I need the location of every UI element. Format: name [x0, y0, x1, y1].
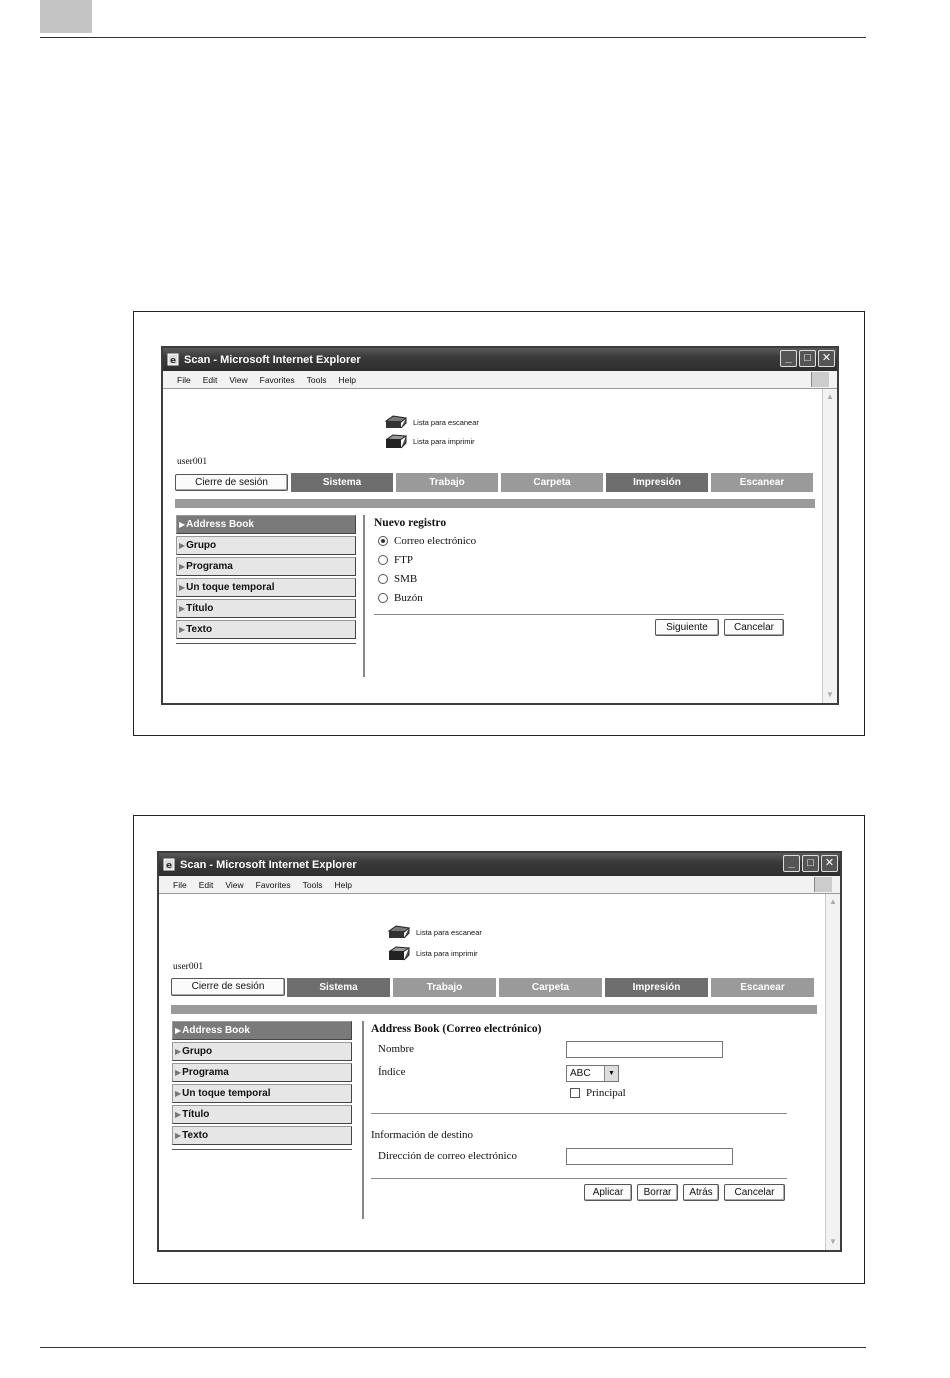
radio-ftp-label: FTP: [394, 554, 413, 566]
arrow-right-icon: ▶: [175, 1131, 182, 1140]
scan-list-label: Lista para escanear: [416, 927, 482, 937]
menu-edit[interactable]: Edit: [202, 374, 218, 385]
header-band: [171, 1005, 817, 1014]
figure-new-registration: [133, 311, 865, 736]
print-list-label: Lista para imprimir: [413, 436, 475, 446]
tab-trabajo[interactable]: Trabajo: [393, 978, 497, 997]
sidebar-item-titulo[interactable]: [172, 1105, 352, 1124]
scroll-down-icon[interactable]: ▼: [829, 1237, 837, 1246]
sidebar-item-grupo[interactable]: [172, 1042, 352, 1061]
arrow-right-icon: ▶: [175, 1110, 182, 1119]
radio-email[interactable]: [378, 535, 476, 547]
tab-escanear[interactable]: Escanear: [711, 473, 814, 492]
arrow-right-icon: ▶: [179, 604, 186, 613]
header-rule: [40, 37, 866, 38]
index-select[interactable]: [566, 1065, 619, 1082]
svg-text:e: e: [166, 861, 173, 871]
arrow-right-icon: ▶: [179, 583, 186, 592]
header-band: [175, 499, 815, 508]
tab-impresion[interactable]: Impresión: [606, 473, 709, 492]
form-rule-upper: [371, 1113, 787, 1114]
index-label: Índice: [378, 1066, 406, 1078]
menu-view[interactable]: View: [225, 879, 244, 890]
sidebar-item-programa[interactable]: [176, 557, 356, 576]
arrow-right-icon: ▶: [175, 1068, 182, 1077]
scanner-icon: [383, 413, 409, 431]
tab-trabajo[interactable]: Trabajo: [396, 473, 499, 492]
minimize-button[interactable]: _: [780, 350, 797, 367]
radio-button-selected[interactable]: [378, 536, 388, 546]
cancel-button[interactable]: Cancelar: [724, 1184, 785, 1201]
arrow-right-icon: ▶: [179, 562, 186, 571]
title-bar: [159, 853, 840, 876]
sidebar-item-texto[interactable]: [172, 1126, 352, 1145]
sidebar-item-label: Título: [182, 1109, 210, 1120]
menu-help[interactable]: Help: [334, 879, 352, 890]
radio-buzon-label: Buzón: [394, 592, 423, 604]
close-button[interactable]: ✕: [818, 350, 835, 367]
content-divider: [362, 1021, 364, 1219]
figure-address-book-email: [133, 815, 865, 1284]
ie-page-icon: [163, 858, 176, 871]
chevron-down-icon[interactable]: ▼: [604, 1066, 618, 1081]
page-content: [163, 389, 837, 703]
menu-favorites[interactable]: Favorites: [255, 879, 291, 890]
arrow-right-icon: ▶: [179, 520, 186, 529]
tab-carpeta[interactable]: Carpeta: [499, 978, 603, 997]
next-button[interactable]: Siguiente: [655, 619, 719, 636]
content-divider: [363, 515, 365, 677]
main-tabs: [291, 473, 816, 492]
arrow-right-icon: ▶: [179, 625, 186, 634]
destination-section-label: Información de destino: [371, 1129, 474, 1141]
email-label: Dirección de correo electrónico: [378, 1150, 517, 1162]
clear-button[interactable]: Borrar: [637, 1184, 678, 1201]
maximize-button[interactable]: □: [799, 350, 816, 367]
radio-button[interactable]: [378, 574, 388, 584]
menu-help[interactable]: Help: [338, 374, 356, 385]
sidebar: [172, 1021, 352, 1150]
browser-window: [161, 346, 839, 705]
main-checkbox[interactable]: [570, 1088, 580, 1098]
scanner-icon: [386, 923, 412, 941]
vertical-scrollbar[interactable]: [822, 389, 837, 703]
tab-impresion[interactable]: Impresión: [605, 978, 709, 997]
radio-button[interactable]: [378, 593, 388, 603]
section-title: Nuevo registro: [374, 517, 447, 529]
sidebar-item-label: Un toque temporal: [182, 1088, 271, 1099]
print-list-link[interactable]: [383, 432, 475, 450]
sidebar-item-label: Grupo: [182, 1046, 213, 1057]
svg-text:e: e: [170, 356, 177, 366]
windows-logo-icon: [814, 877, 832, 892]
menu-tools[interactable]: Tools: [306, 374, 327, 385]
sidebar-rule: [172, 1149, 352, 1150]
sidebar-item-label: Programa: [186, 561, 233, 572]
radio-email-label: Correo electrónico: [394, 535, 477, 547]
menu-favorites[interactable]: Favorites: [259, 374, 295, 385]
ie-page-icon: [167, 353, 180, 366]
sidebar-item-label: Programa: [182, 1067, 229, 1078]
window-title: Scan - Microsoft Internet Explorer: [180, 858, 357, 871]
logout-button[interactable]: Cierre de sesión: [171, 978, 285, 996]
back-button[interactable]: Atrás: [683, 1184, 719, 1201]
logout-button[interactable]: Cierre de sesión: [175, 474, 288, 491]
menu-view[interactable]: View: [229, 374, 248, 385]
sidebar-item-programa[interactable]: [172, 1063, 352, 1082]
tab-sistema[interactable]: Sistema: [287, 978, 391, 997]
sidebar-item-un-toque-temporal[interactable]: [172, 1084, 352, 1103]
sidebar: [176, 515, 356, 644]
sidebar-item-label: Texto: [182, 1130, 209, 1141]
sidebar-item-label: Un toque temporal: [186, 582, 275, 593]
index-select-value: ABC: [570, 1068, 591, 1079]
scroll-down-icon[interactable]: ▼: [826, 690, 834, 699]
sidebar-item-address-book[interactable]: [172, 1021, 352, 1040]
minimize-button[interactable]: _: [783, 855, 800, 872]
page-tab-marker: [40, 0, 92, 33]
print-list-link[interactable]: [386, 944, 478, 962]
email-input[interactable]: [566, 1148, 733, 1165]
sidebar-item-texto[interactable]: [176, 620, 356, 639]
sidebar-item-address-book[interactable]: [176, 515, 356, 534]
form-rule-lower: [371, 1178, 787, 1179]
scan-list-link[interactable]: [383, 413, 479, 431]
tab-sistema[interactable]: Sistema: [291, 473, 394, 492]
scan-list-link[interactable]: [386, 923, 482, 941]
main-tabs: [287, 978, 817, 997]
sidebar-item-label: Texto: [186, 624, 213, 635]
scroll-up-icon[interactable]: ▲: [826, 392, 834, 401]
radio-smb[interactable]: [378, 573, 417, 585]
menu-bar: [163, 371, 837, 389]
sidebar-item-label: Grupo: [186, 540, 217, 551]
menu-edit[interactable]: Edit: [198, 879, 214, 890]
window-title: Scan - Microsoft Internet Explorer: [184, 353, 361, 366]
name-input[interactable]: [566, 1041, 723, 1058]
sidebar-rule: [176, 643, 356, 644]
scan-list-label: Lista para escanear: [413, 417, 479, 427]
footer-rule: [40, 1347, 866, 1348]
menu-tools[interactable]: Tools: [302, 879, 323, 890]
maximize-button[interactable]: □: [802, 855, 819, 872]
menu-bar: [159, 876, 840, 894]
tab-carpeta[interactable]: Carpeta: [501, 473, 604, 492]
section-title: Address Book (Correo electrónico): [371, 1023, 542, 1035]
arrow-right-icon: ▶: [175, 1047, 182, 1056]
scroll-up-icon[interactable]: ▲: [829, 897, 837, 906]
apply-button[interactable]: Aplicar: [584, 1184, 632, 1201]
close-button[interactable]: ✕: [821, 855, 838, 872]
radio-buzon[interactable]: [378, 592, 423, 604]
form-rule: [374, 614, 784, 615]
arrow-right-icon: ▶: [179, 541, 186, 550]
printer-icon: [383, 432, 409, 450]
windows-logo-icon: [811, 372, 829, 387]
sidebar-item-label: Address Book: [182, 1025, 250, 1036]
user-name: user001: [177, 457, 208, 467]
sidebar-item-titulo[interactable]: [176, 599, 356, 618]
name-label: Nombre: [378, 1043, 415, 1055]
title-bar: [163, 348, 837, 371]
tab-escanear[interactable]: Escanear: [711, 978, 815, 997]
menu-file[interactable]: File: [177, 374, 191, 385]
menu-file[interactable]: File: [173, 879, 187, 890]
radio-ftp[interactable]: [378, 554, 413, 566]
arrow-right-icon: ▶: [175, 1089, 182, 1098]
browser-window: [157, 851, 842, 1252]
arrow-right-icon: ▶: [175, 1026, 182, 1035]
page-content: [159, 894, 840, 1250]
sidebar-item-label: Address Book: [186, 519, 254, 530]
user-name: user001: [173, 962, 204, 972]
main-checkbox-label: Principal: [586, 1087, 626, 1099]
print-list-label: Lista para imprimir: [416, 948, 478, 958]
radio-button[interactable]: [378, 555, 388, 565]
vertical-scrollbar[interactable]: [825, 894, 840, 1250]
sidebar-item-grupo[interactable]: [176, 536, 356, 555]
main-checkbox-row[interactable]: [570, 1087, 626, 1099]
sidebar-item-un-toque-temporal[interactable]: [176, 578, 356, 597]
sidebar-item-label: Título: [186, 603, 214, 614]
radio-smb-label: SMB: [394, 573, 418, 585]
printer-icon: [386, 944, 412, 962]
cancel-button[interactable]: Cancelar: [724, 619, 784, 636]
